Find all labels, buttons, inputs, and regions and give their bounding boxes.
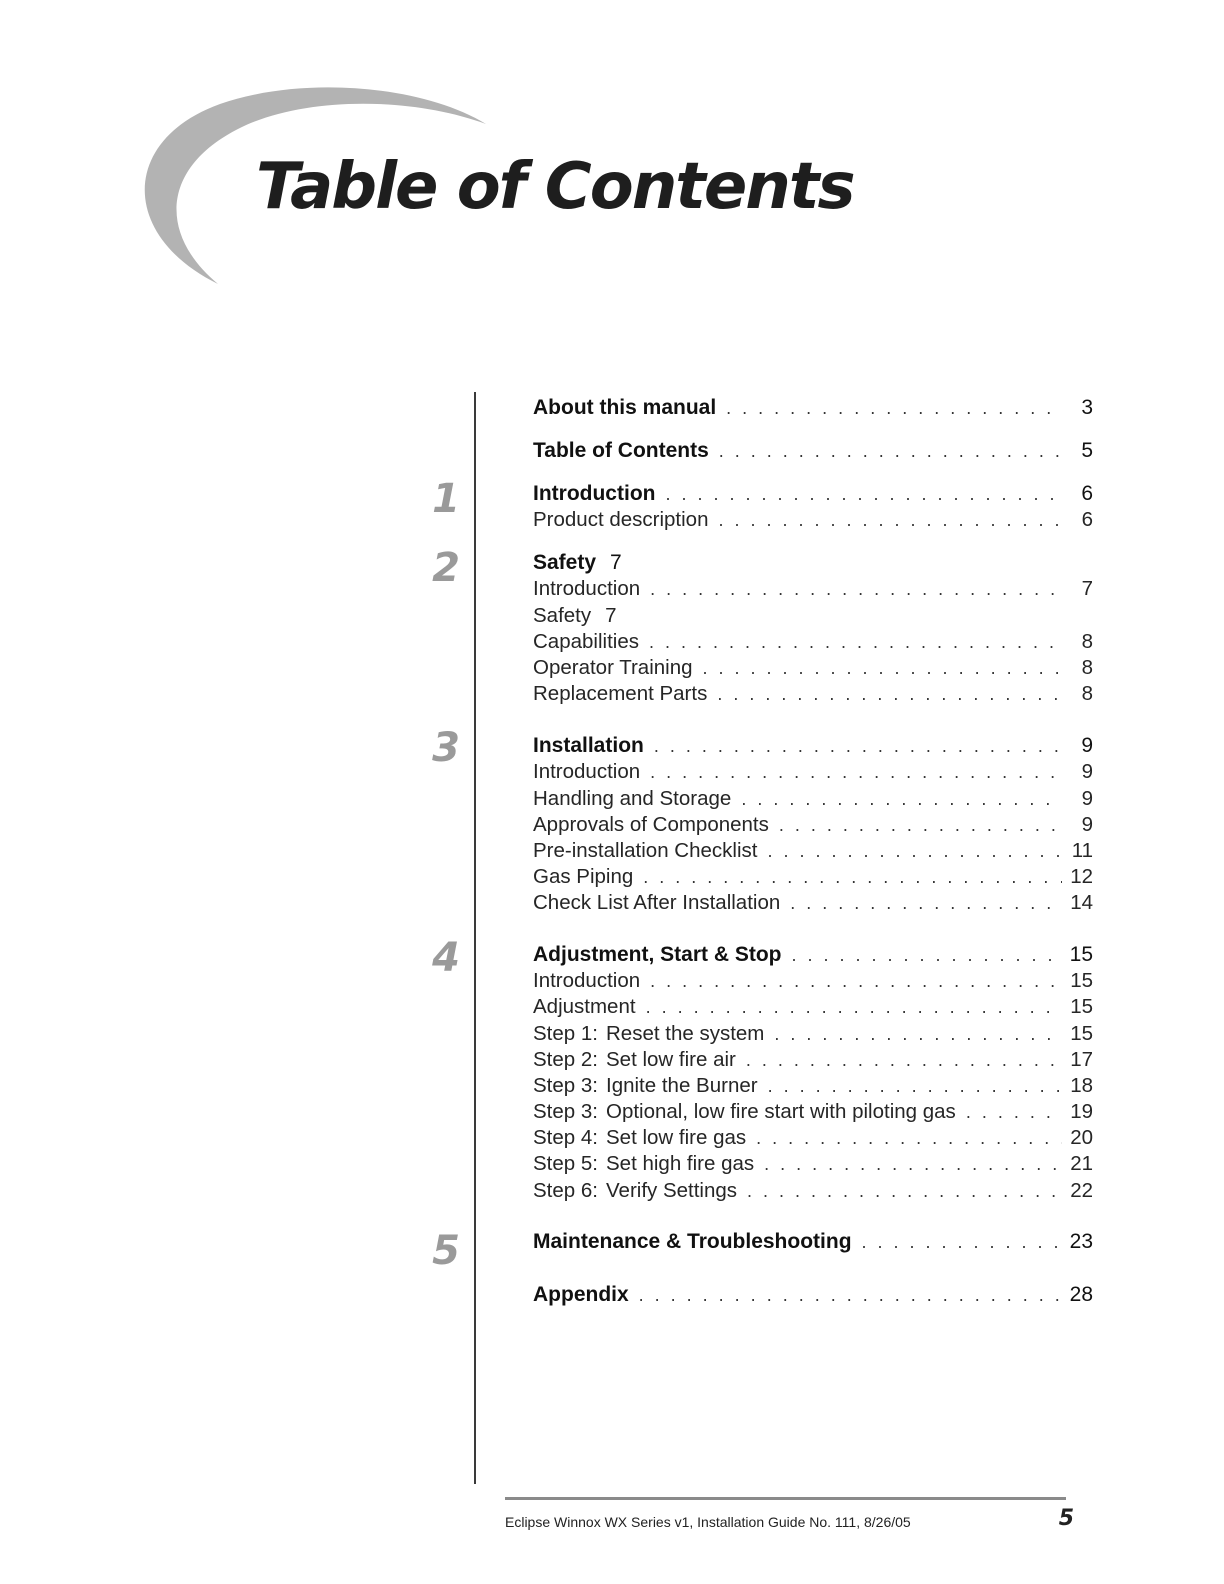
dot-leader [764, 1151, 1062, 1177]
toc-entry-page: 8 [1081, 682, 1093, 705]
toc-entry-step-4[interactable] [533, 1125, 1093, 1151]
toc-entry-page: 19 [1070, 1100, 1093, 1123]
toc-entry-title: Set high fire gas [606, 1152, 755, 1175]
toc-entry-contents[interactable] [533, 438, 1093, 464]
chapter-number-5: 5 [432, 1228, 460, 1274]
toc-entry-title: Operator Training [533, 656, 693, 679]
toc-entry-title: Pre-installation Checklist [533, 839, 758, 862]
dot-leader [650, 759, 1063, 785]
toc-entry-title: Introduction [533, 482, 656, 505]
toc-entry-title: Check List After Installation [533, 891, 781, 914]
toc-entry-installation-introduction[interactable] [533, 759, 1093, 785]
toc-entry-page: 12 [1070, 865, 1093, 888]
toc-entry-page: 28 [1069, 1283, 1093, 1306]
toc-entry-title: Introduction [533, 760, 641, 783]
dot-leader [756, 1125, 1062, 1151]
chapter-number-4: 4 [432, 935, 460, 981]
toc-entry-title: Approvals of Components [533, 813, 769, 836]
toc-entry-page: 23 [1069, 1230, 1093, 1253]
dot-leader [747, 1178, 1062, 1204]
dot-leader [643, 864, 1062, 890]
toc-entry-page: 15 [1070, 995, 1093, 1018]
step-label: Step 3: [533, 1074, 598, 1097]
toc-chapter-installation[interactable] [533, 733, 1093, 759]
toc-entry-title: Gas Piping [533, 865, 634, 888]
toc-entry-title: Product description [533, 508, 709, 531]
dot-leader [741, 786, 1063, 812]
dot-leader [665, 481, 1063, 507]
dot-leader [703, 655, 1063, 681]
margin-divider-line [474, 392, 476, 1484]
toc-entry-title: Table of Contents [533, 439, 709, 462]
dot-leader [646, 994, 1063, 1020]
toc-entry-page: 22 [1070, 1179, 1093, 1202]
dot-leader [639, 1282, 1062, 1308]
toc-entry-title: About this manual [533, 396, 717, 419]
toc-entry-appendix[interactable] [533, 1282, 1093, 1308]
step-label: Step 2: [533, 1048, 598, 1071]
toc-entry-page: 7 [605, 604, 617, 627]
toc-entry-approvals-of-components[interactable] [533, 812, 1093, 838]
dot-leader [767, 838, 1063, 864]
toc-entry-page: 18 [1070, 1074, 1093, 1097]
toc-entry-adjustment[interactable] [533, 994, 1093, 1020]
toc-entry-title: Introduction [533, 577, 641, 600]
dot-leader [726, 395, 1063, 421]
step-label: Step 5: [533, 1152, 598, 1175]
toc-entry-capabilities[interactable] [533, 629, 1093, 655]
toc-entry-page: 7 [1081, 577, 1093, 600]
toc-entry-title: Safety [533, 604, 592, 627]
toc-entry-operator-training[interactable] [533, 655, 1093, 681]
toc-chapter-adjustment-start-stop[interactable] [533, 942, 1093, 968]
toc-entry-page: 9 [1081, 734, 1093, 757]
toc-entry-title: Handling and Storage [533, 787, 732, 810]
toc-entry-title: Maintenance & Troubleshooting [533, 1230, 852, 1253]
toc-entry-product-description[interactable] [533, 507, 1093, 533]
toc-entry-title: Ignite the Burner [606, 1074, 758, 1097]
toc-entry-page: 9 [1081, 760, 1093, 783]
toc-entry-page: 6 [1081, 482, 1093, 505]
toc-entry-page: 7 [610, 551, 622, 574]
step-label: Step 3: [533, 1100, 598, 1123]
toc-entry-page: 8 [1081, 630, 1093, 653]
toc-entry-title: Set low fire air [606, 1048, 736, 1071]
toc-entry-page: 9 [1081, 813, 1093, 836]
toc-entry-check-list-after-installation[interactable] [533, 890, 1093, 916]
toc-entry-safety-introduction[interactable] [533, 576, 1093, 602]
dot-leader [650, 576, 1063, 602]
step-label: Step 6: [533, 1179, 598, 1202]
toc-entry-title: Adjustment, Start & Stop [533, 943, 782, 966]
toc-entry-about[interactable] [533, 395, 1093, 421]
dot-leader [792, 942, 1062, 968]
dot-leader [746, 1047, 1062, 1073]
toc-entry-title: Capabilities [533, 630, 639, 653]
toc-entry-step-1[interactable] [533, 1021, 1093, 1047]
toc-entry-page: 14 [1070, 891, 1093, 914]
toc-entry-page: 6 [1081, 508, 1093, 531]
dot-leader [774, 1021, 1062, 1047]
toc-entry-title: Safety [533, 551, 597, 574]
dot-leader [654, 733, 1063, 759]
toc-entry-title: Replacement Parts [533, 682, 708, 705]
toc-chapter-maintenance-troubleshooting[interactable] [533, 1229, 1093, 1255]
toc-entry-title: Adjustment [533, 995, 636, 1018]
toc-entry-page: 15 [1070, 969, 1093, 992]
chapter-number-1: 1 [432, 476, 460, 522]
toc-entry-title: Reset the system [606, 1022, 765, 1045]
page-title: Table of Contents [256, 150, 854, 224]
toc-entry-page: 5 [1081, 439, 1093, 462]
toc-entry-safety[interactable] [533, 603, 1093, 629]
toc-entry-title: Installation [533, 734, 644, 757]
toc-chapter-introduction[interactable] [533, 481, 1093, 507]
dot-leader [649, 629, 1063, 655]
toc-entry-page: 20 [1070, 1126, 1093, 1149]
dot-leader [779, 812, 1063, 838]
toc-entry-step-6[interactable] [533, 1178, 1093, 1204]
toc-entry-page: 8 [1081, 656, 1093, 679]
dot-leader [862, 1229, 1062, 1255]
dot-leader [966, 1099, 1062, 1125]
dot-leader [718, 507, 1063, 533]
step-label: Step 4: [533, 1126, 598, 1149]
dot-leader [768, 1073, 1063, 1099]
toc-entry-title: Verify Settings [606, 1179, 738, 1202]
toc-entry-replacement-parts[interactable] [533, 681, 1093, 707]
footer-page-number: 5 [1058, 1506, 1074, 1531]
toc-entry-handling-and-storage[interactable] [533, 786, 1093, 812]
toc-entry-page: 15 [1069, 943, 1093, 966]
dot-leader [719, 438, 1063, 464]
chapter-number-3: 3 [432, 725, 460, 771]
toc-entry-page: 17 [1070, 1048, 1093, 1071]
toc-entry-page: 11 [1071, 839, 1093, 862]
toc-entry-pre-installation-checklist[interactable] [533, 838, 1093, 864]
toc-entry-page: 3 [1081, 396, 1093, 419]
toc-entry-step-3-ignite[interactable] [533, 1073, 1093, 1099]
toc-entry-title: Optional, low fire start with piloting gas [606, 1100, 956, 1123]
dot-leader [790, 890, 1062, 916]
step-label: Step 1: [533, 1022, 598, 1045]
dot-leader [650, 968, 1062, 994]
toc-entry-page: 9 [1081, 787, 1093, 810]
toc-entry-page: 21 [1070, 1152, 1093, 1175]
footer-text: Eclipse Winnox WX Series v1, Installation Guide No. 111, 8/26/05 [505, 1514, 911, 1530]
toc-entry-gas-piping[interactable] [533, 864, 1093, 890]
toc-entry-step-5[interactable] [533, 1151, 1093, 1177]
toc-entry-title: Set low fire gas [606, 1126, 747, 1149]
toc-entry-title: Introduction [533, 969, 641, 992]
toc-entry-page: 15 [1070, 1022, 1093, 1045]
chapter-number-2: 2 [432, 545, 460, 591]
dot-leader [717, 681, 1063, 707]
toc-entry-title: Appendix [533, 1283, 629, 1306]
toc-chapter-safety[interactable] [533, 550, 1093, 576]
toc-entry-adjustment-introduction[interactable] [533, 968, 1093, 994]
footer-rule [505, 1497, 1066, 1500]
toc-entry-step-2[interactable] [533, 1047, 1093, 1073]
toc-entry-step-3-optional[interactable] [533, 1099, 1093, 1125]
